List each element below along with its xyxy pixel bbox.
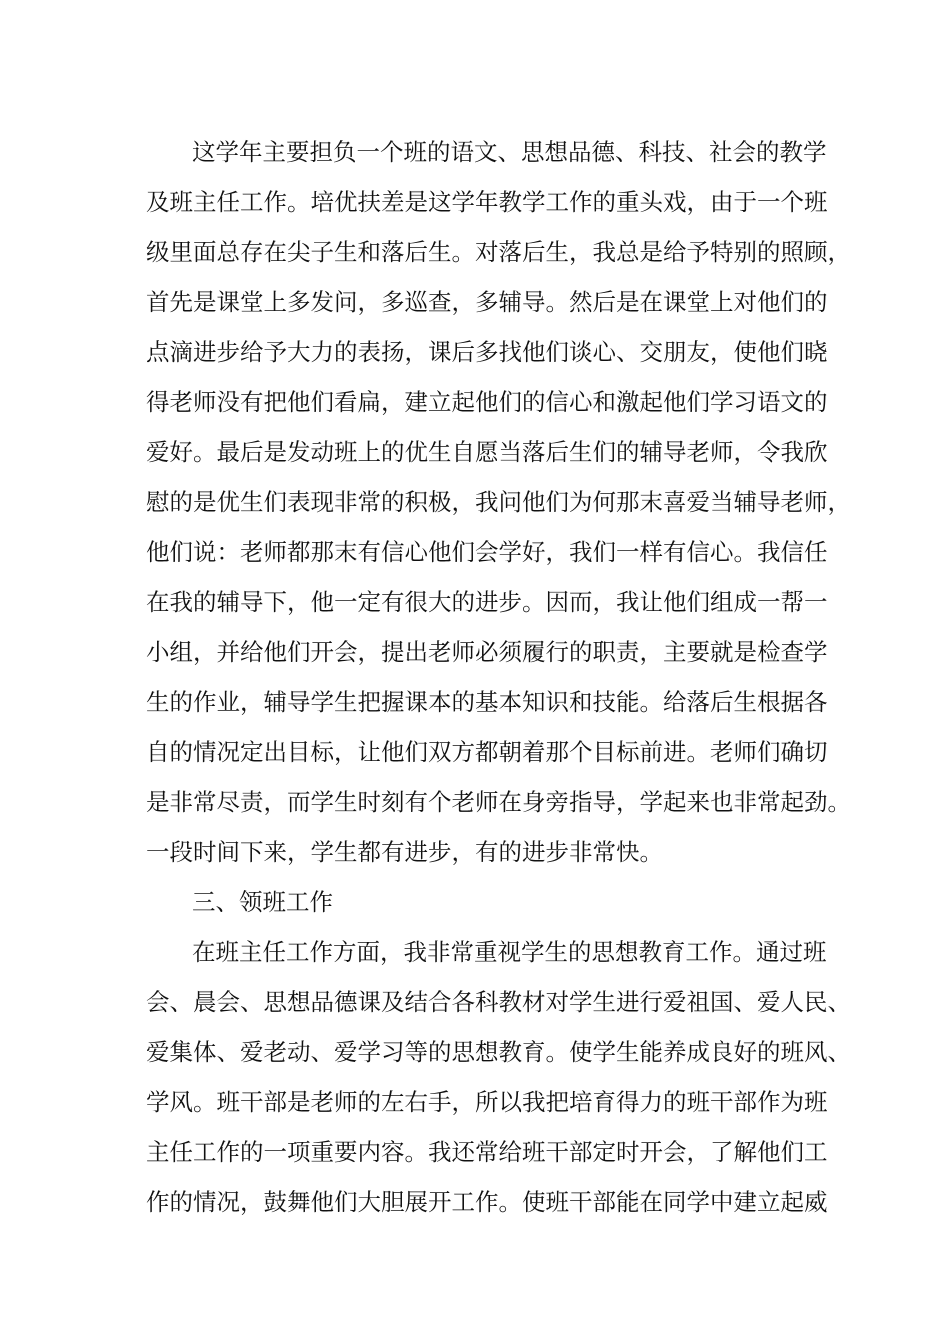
text-line: 级里面总存在尖子生和落后生。对落后生，我总是给予特别的照顾， [146, 238, 851, 266]
text-line: 爱集体、爱老动、爱学习等的思想教育。使学生能养成良好的班风、 [146, 1038, 851, 1066]
text-line: 这学年主要担负一个班的语文、思想品德、科技、社会的教学 [192, 138, 827, 166]
text-line: 自的情况定出目标，让他们双方都朝着那个目标前进。老师们确切 [146, 738, 828, 766]
text-line: 主任工作的一项重要内容。我还常给班干部定时开会，了解他们工 [146, 1138, 828, 1166]
text-line: 生的作业，辅导学生把握课本的基本知识和技能。给落后生根据各 [146, 688, 828, 716]
text-line: 他们说：老师都那末有信心他们会学好，我们一样有信心。我信任 [146, 538, 828, 566]
text-line: 学风。班干部是老师的左右手，所以我把培育得力的班干部作为班 [146, 1088, 828, 1116]
text-line: 爱好。最后是发动班上的优生自愿当落后生们的辅导老师，令我欣 [146, 438, 828, 466]
text-line: 及班主任工作。培优扶差是这学年教学工作的重头戏，由于一个班 [146, 188, 828, 216]
text-line: 在班主任工作方面，我非常重视学生的思想教育工作。通过班 [192, 938, 827, 966]
text-line: 点滴进步给予大力的表扬，课后多找他们谈心、交朋友，使他们晓 [146, 338, 828, 366]
section-heading: 三、领班工作 [192, 888, 333, 916]
text-line: 慰的是优生们表现非常的积极，我问他们为何那末喜爱当辅导老师， [146, 488, 851, 516]
text-line: 一段时间下来，学生都有进步，有的进步非常快。 [146, 838, 663, 866]
text-line: 是非常尽责，而学生时刻有个老师在身旁指导，学起来也非常起劲。 [146, 788, 851, 816]
text-line: 作的情况，鼓舞他们大胆展开工作。使班干部能在同学中建立起威 [146, 1188, 828, 1216]
text-line: 首先是课堂上多发问，多巡查，多辅导。然后是在课堂上对他们的 [146, 288, 828, 316]
text-line: 在我的辅导下，他一定有很大的进步。因而，我让他们组成一帮一 [146, 588, 828, 616]
text-line: 会、晨会、思想品德课及结合各科教材对学生进行爱祖国、爱人民、 [146, 988, 851, 1016]
text-line: 小组，并给他们开会，提出老师必须履行的职责，主要就是检查学 [146, 638, 828, 666]
text-line: 得老师没有把他们看扁，建立起他们的信心和激起他们学习语文的 [146, 388, 828, 416]
